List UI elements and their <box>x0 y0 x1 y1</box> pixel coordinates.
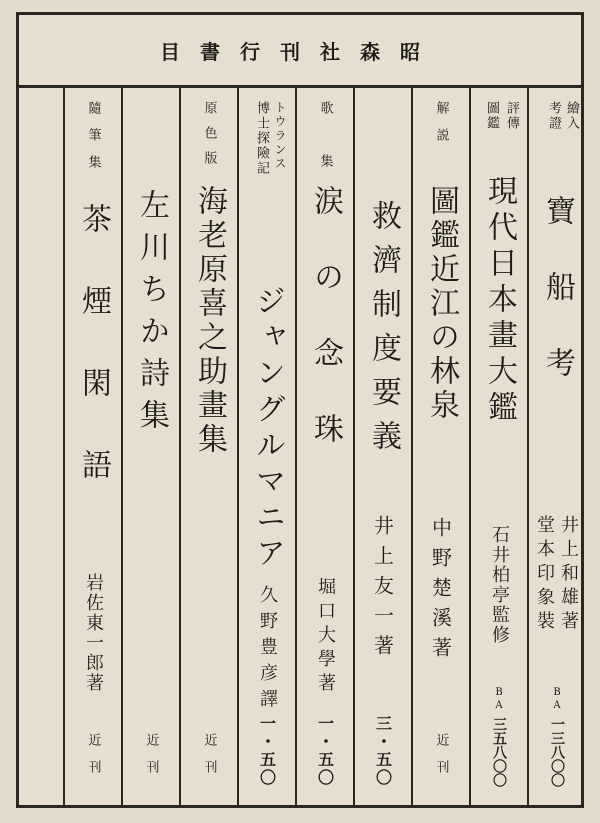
book-columns <box>57 85 585 805</box>
book-designer: 堂本印象裝 <box>534 515 555 635</box>
page-title: 昭森社刊行書目 <box>160 39 440 64</box>
book-title: 救濟制度要義 <box>366 200 401 464</box>
book-genre: 繪入 <box>564 101 579 131</box>
book-title: 寶船考 <box>540 195 575 423</box>
book-title: 涙の念珠 <box>308 185 343 489</box>
price-tag: BA <box>493 687 505 713</box>
book-title: 左川ちか詩集 <box>134 189 169 441</box>
book-status: 近刊 <box>85 733 101 787</box>
header <box>19 15 581 88</box>
book-status: 近刊 <box>201 733 217 787</box>
book-author: 岩佐東一郎著 <box>83 573 104 693</box>
book-genre: 解説 <box>433 101 449 155</box>
book-price: 三・五〇 <box>373 715 393 787</box>
book-author: 井上友一著 <box>370 515 395 665</box>
book-entry-jungle-mania <box>237 85 295 805</box>
book-list-page <box>16 12 584 808</box>
book-author: 堀口大學著 <box>315 577 336 697</box>
book-price: 三五八〇〇 <box>491 717 507 787</box>
book-entry-kyusai <box>353 85 411 805</box>
book-entry-namida-no-nenju <box>295 85 353 805</box>
book-entry-gendai-nihonga <box>469 85 527 805</box>
book-price: 一・五〇 <box>257 715 277 787</box>
book-status: 近刊 <box>433 733 449 787</box>
book-entry-chaen-kango <box>63 85 121 805</box>
book-entry-omi-rinsen <box>411 85 469 805</box>
book-author: 久野豊彦譯 <box>257 585 278 715</box>
book-genre: 歌集 <box>317 101 333 207</box>
book-title: 現代日本畫大鑑 <box>482 175 517 427</box>
book-genre-sub: 圖鑑 <box>484 101 499 131</box>
book-status: 近刊 <box>143 733 159 787</box>
price-tag: BA <box>551 687 563 713</box>
book-author: 井上和雄著 <box>558 515 579 635</box>
book-title: 茶煙閑語 <box>76 203 111 531</box>
book-price: 一・五〇 <box>315 715 335 787</box>
book-price: 一三八〇〇 <box>549 717 565 787</box>
book-title: 海老原喜之助畫集 <box>192 185 227 457</box>
book-genre: トウランス <box>273 101 287 171</box>
book-genre: 原色版 <box>201 101 217 176</box>
book-genre: 評傳 <box>504 101 519 131</box>
book-genre-sub: 博士探險記 <box>254 101 269 176</box>
book-author: 石井柏亭監修 <box>489 525 510 645</box>
book-title: 圖鑑近江の林泉 <box>424 185 459 423</box>
book-title: ジャングルマニア <box>250 285 285 573</box>
book-genre: 隨筆集 <box>85 101 101 182</box>
book-author: 中野楚溪著 <box>428 517 453 667</box>
book-entry-takarabune <box>527 85 585 805</box>
book-entry-sagawa-chika <box>121 85 179 805</box>
book-entry-ebihara-gashu <box>179 85 237 805</box>
book-genre-sub: 考證 <box>546 101 561 131</box>
